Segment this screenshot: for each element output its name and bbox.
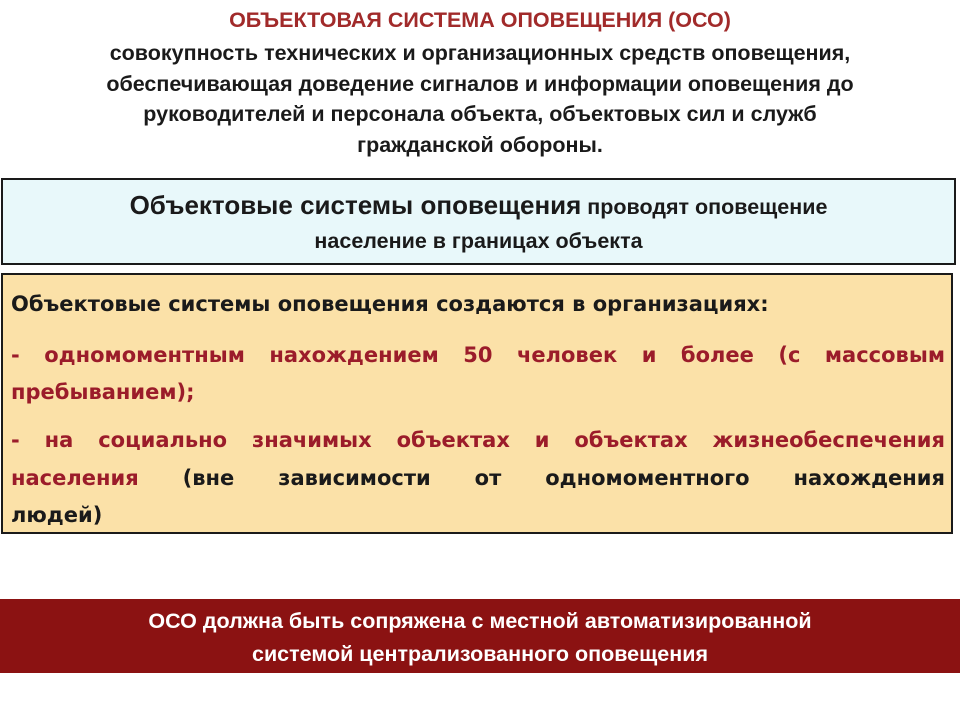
bottom-note	[0, 599, 960, 673]
creation-item-2-red-tail: населения	[11, 466, 139, 490]
definition-line: совокупность технических и организационных средств оповещения,	[109, 41, 851, 65]
scope-line-1	[3, 188, 954, 227]
definition-line: гражданской обороны.	[357, 132, 603, 157]
definition-line: обеспечивающая доведение сигналов и информации оповещения до	[106, 71, 854, 96]
creation-item-2-line-2	[11, 464, 945, 492]
creation-item-1-line-2: пребыванием);	[11, 380, 195, 404]
creation-item-2-line-1: - на социально значимых объектах и объектах жизнеобеспечения	[11, 428, 945, 452]
definition-text	[0, 38, 960, 160]
definition-header	[0, 0, 960, 170]
creation-item-1-line-1: - одномоментным нахождением 50 человек и более (с массовым	[11, 343, 945, 367]
creation-box	[1, 273, 953, 534]
creation-item-2-line-3: людей)	[11, 503, 103, 527]
scope-line-2: население в границах объекта	[314, 229, 643, 253]
creation-heading: Объектовые системы оповещения создаются в организациях:	[11, 292, 769, 316]
bottom-note-line: ОСО должна быть сопряжена с местной автоматизированной	[148, 609, 812, 633]
scope-rest: проводят оповещение	[581, 195, 828, 219]
scope-box	[1, 178, 956, 265]
page-title: ОБЪЕКТОВАЯ СИСТЕМА ОПОВЕЩЕНИЯ (ОСО)	[229, 8, 731, 32]
creation-item-2-black-tail: (вне зависимости от одномоментного нахождения	[138, 466, 945, 490]
scope-lead: Объектовые системы оповещения	[129, 190, 582, 220]
bottom-note-line: системой централизованного оповещения	[252, 642, 708, 666]
definition-line: руководителей и персонала объекта, объектовых сил и служб	[143, 102, 817, 126]
